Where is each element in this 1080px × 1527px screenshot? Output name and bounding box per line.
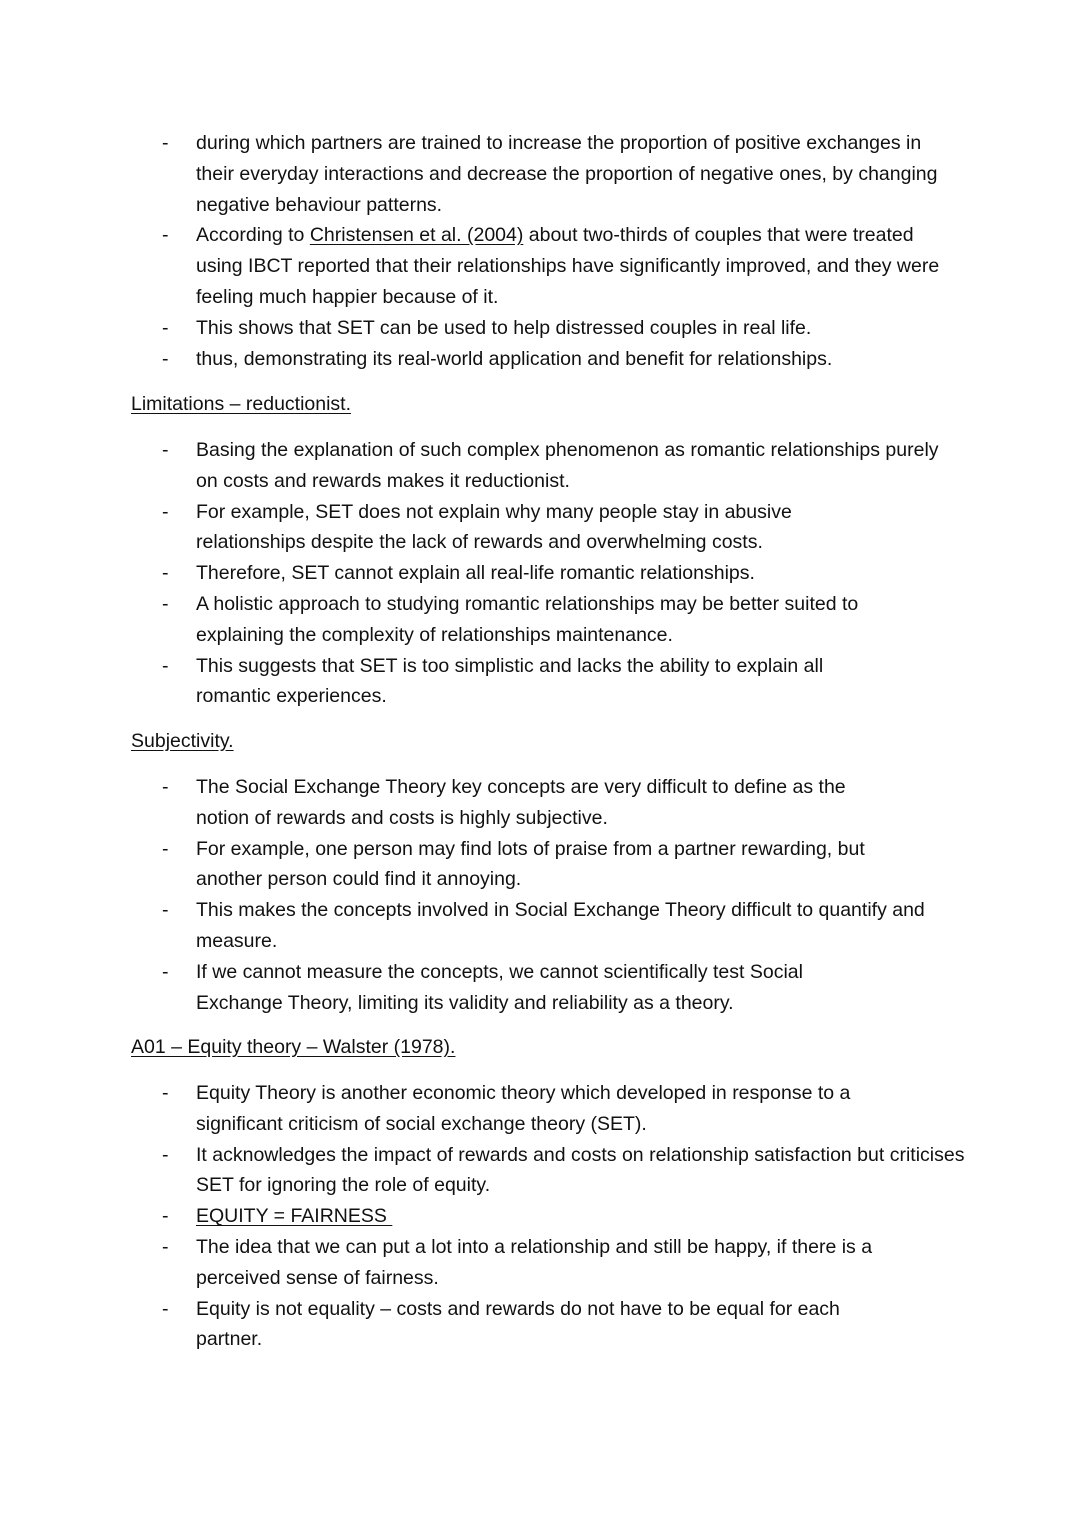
bullet-dash: -	[162, 592, 169, 615]
list-item	[0, 1140, 1080, 1202]
bullet-list-subjectivity	[0, 772, 1080, 1018]
list-item	[0, 558, 1080, 589]
list-item	[0, 834, 1080, 896]
bullet-text: Equity is not equality – costs and rewards do not have to be equal for each partner.	[196, 1297, 840, 1351]
bullet-dash: -	[162, 1235, 169, 1258]
bullet-text: Basing the explanation of such complex phenomenon as romantic relationships purely on costs and rewards makes it reductionist.	[196, 439, 939, 492]
bullet-text-before-link: According to	[196, 224, 310, 247]
list-item	[0, 895, 1080, 957]
bullet-text: The Social Exchange Theory key concepts are very difficult to define as the notion of rewards and costs is highly subjective.	[196, 776, 846, 829]
list-item	[0, 497, 1080, 559]
bullet-text: For example, SET does not explain why many people stay in abusive relationships despite the lack of rewards and overwhelming costs.	[196, 500, 792, 554]
bullet-text: If we cannot measure the concepts, we cannot scientifically test Social Exchange Theory, limiting its validity and reliability as a theory.	[196, 960, 803, 1014]
bullet-text: Therefore, SET cannot explain all real-life romantic relationships.	[196, 562, 755, 585]
list-item	[0, 651, 1080, 713]
bullet-text: thus, demonstrating its real-world application and benefit for relationships.	[196, 347, 833, 370]
bullet-text: Equity Theory is another economic theory which developed in response to a significant criticism of social exchange theory (SET).	[196, 1082, 851, 1135]
bullet-list-strengths	[0, 128, 1080, 374]
bullet-text: The idea that we can put a lot into a relationship and still be happy, if there is a perceived sense of fairness.	[196, 1235, 873, 1289]
bullet-text	[196, 220, 956, 312]
list-item	[0, 435, 1080, 497]
equity-fairness-note: EQUITY = FAIRNESS	[196, 1205, 393, 1228]
bullet-dash: -	[162, 1205, 169, 1228]
bullet-dash: -	[162, 1082, 169, 1104]
heading-equity-theory: A01 – Equity theory – Walster (1978).	[131, 1036, 456, 1058]
list-item	[0, 957, 1080, 1019]
bullet-dash: -	[162, 347, 169, 370]
list-item	[0, 313, 1080, 344]
bullet-text: For example, one person may find lots of praise from a partner rewarding, but another person could find it annoying.	[196, 837, 865, 891]
bullet-dash: -	[162, 132, 169, 154]
heading-subjectivity: Subjectivity.	[131, 730, 234, 752]
bullet-text: It acknowledges the impact of rewards and costs on relationship satisfaction but criticises SET for ignoring the role of equity.	[196, 1143, 965, 1197]
bullet-text: during which partners are trained to increase the proportion of positive exchanges in their everyday interactions and decrease the proportion of negative ones, by changing negative behaviour patterns.	[196, 132, 938, 216]
bullet-text: This makes the concepts involved in Social Exchange Theory difficult to quantify and measure.	[196, 899, 925, 952]
bullet-text: This shows that SET can be used to help distressed couples in real life.	[196, 316, 812, 339]
bullet-dash: -	[162, 562, 169, 585]
bullet-dash: -	[162, 1143, 169, 1166]
bullet-text: A holistic approach to studying romantic relationships may be better suited to explaining the complexity of relationships maintenance.	[196, 592, 859, 646]
bullet-dash: -	[162, 776, 169, 798]
bullet-dash: -	[162, 899, 169, 922]
bullet-dash: -	[162, 960, 169, 983]
list-item	[0, 1294, 1080, 1356]
bullet-text: This suggests that SET is too simplistic and lacks the ability to explain all romantic experiences.	[196, 654, 824, 708]
bullet-dash: -	[162, 316, 169, 339]
bullet-dash: -	[162, 500, 169, 523]
bullet-dash: -	[162, 224, 169, 247]
christensen-reference-link[interactable]: Christensen et al. (2004)	[309, 224, 524, 247]
bullet-text-after-link: about two-thirds of couples that were treated using IBCT reported that their relationships have significantly improved, and they were feeling much happier because of it.	[196, 224, 940, 308]
list-item	[0, 1078, 1080, 1140]
list-item	[0, 344, 1080, 375]
bullet-dash: -	[162, 837, 169, 860]
list-item	[0, 772, 1080, 834]
bullet-dash: -	[162, 1297, 169, 1320]
list-item	[0, 589, 1080, 651]
bullet-dash: -	[162, 439, 169, 461]
bullet-dash: -	[162, 654, 169, 677]
list-item	[0, 1232, 1080, 1294]
heading-limitations: Limitations – reductionist.	[131, 393, 352, 415]
list-item	[0, 220, 1080, 312]
list-item	[0, 1201, 1080, 1232]
bullet-list-limitations	[0, 435, 1080, 712]
list-item	[0, 128, 1080, 220]
bullet-list-equity	[0, 1078, 1080, 1355]
